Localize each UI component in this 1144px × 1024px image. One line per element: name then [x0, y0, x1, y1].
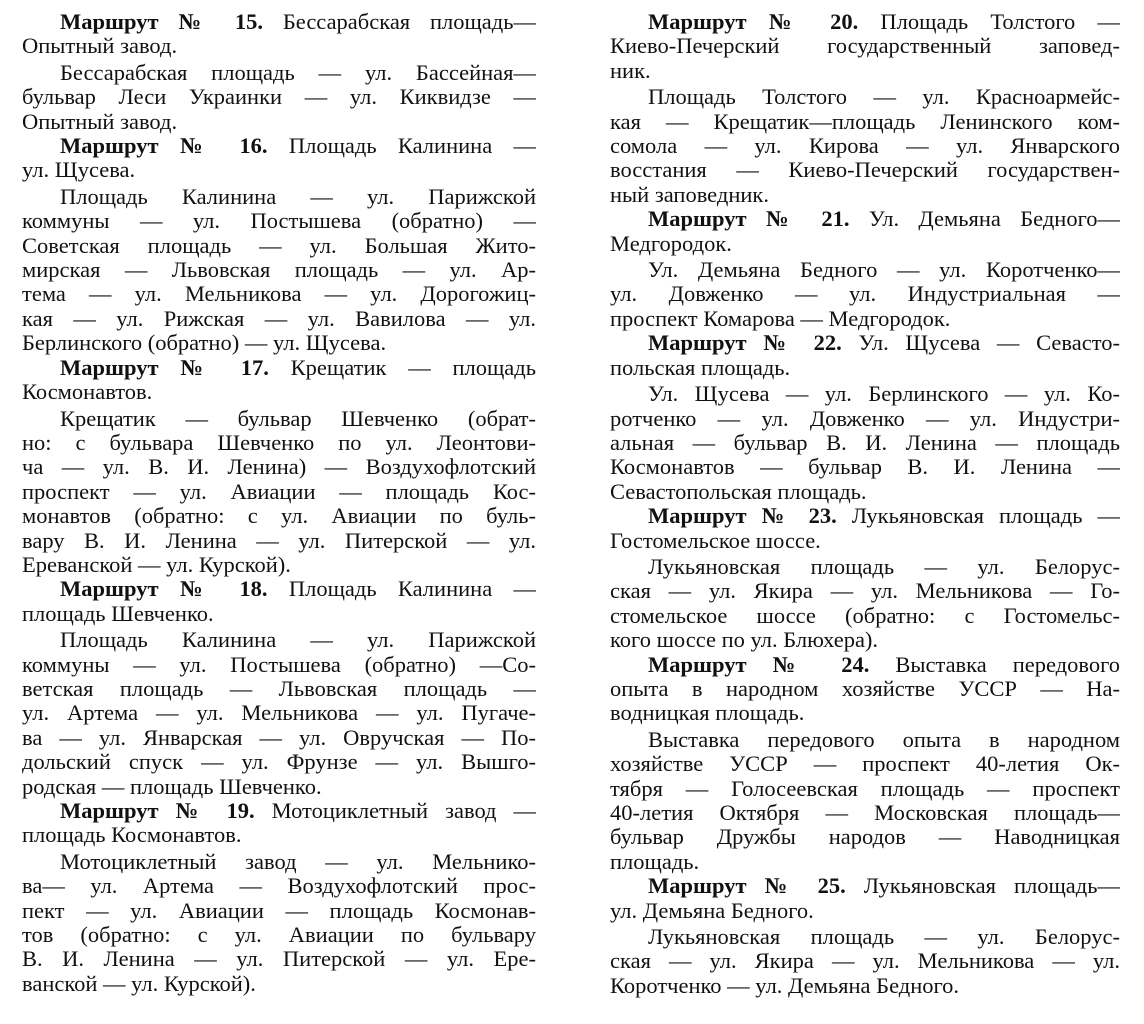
route-entry [610, 874, 1120, 998]
route-path-line: ветская площадь — Львовская площадь — [22, 676, 536, 701]
route-path-line: сомола — ул. Кирова — ул. Январского [610, 134, 1120, 159]
route-heading [22, 577, 536, 601]
route-heading-text: Площадь Калинина — [267, 134, 536, 159]
route-path-line: кая — ул. Рижская — ул. Вавилова — ул. [22, 306, 536, 331]
route-heading [22, 10, 536, 34]
route-path-line: ская — ул. Якира — ул. Мельникова — ул. [610, 949, 1120, 974]
route-heading-text: ник. [610, 58, 651, 83]
route-heading-line [22, 380, 536, 404]
route-heading-text: ул. Демьяна Бедного. [610, 898, 814, 923]
route-path-line: ва— ул. Артема — Воздухофлотский прос- [22, 874, 536, 899]
route-path-line: проспект — ул. Авиации — площадь Кос- [22, 479, 536, 504]
route-path-line: Севастопольская площадь. [610, 479, 867, 504]
route-path-line: площадь. [610, 849, 700, 874]
route-entry [22, 10, 536, 134]
route-path-line: ванской — ул. Курской). [22, 971, 256, 996]
route-heading-text: Гостомельское шоссе. [610, 528, 821, 553]
right-column [610, 10, 1120, 998]
route-path-line: монавтов (обратно: с ул. Авиации по буль- [22, 504, 536, 529]
route-path-line: Опытный завод. [22, 109, 178, 134]
route-path-line: ча — ул. В. И. Ленина) — Воздухофлотский [22, 455, 536, 480]
route-entry [22, 799, 536, 996]
route-number: Маршрут № 21. [648, 207, 850, 232]
route-path-line: родская — площадь Шевченко. [22, 774, 322, 799]
route-path-line: тов (обратно: с ул. Авиации по бульвару [22, 923, 536, 948]
route-path-line: Берлинского (обратно) — ул. Щусева. [22, 331, 387, 356]
route-heading-line [22, 34, 536, 58]
route-heading-text: Опытный завод. [22, 34, 178, 59]
route-path-line: Советская площадь — ул. Большая Жито- [22, 233, 536, 258]
route-path-line: В. И. Ленина — ул. Питерской — ул. Ере- [22, 947, 536, 972]
route-heading-text: Ул. Демьяна Бедного— [849, 207, 1120, 232]
route-path-line: но: с бульвара Шевченко по ул. Леонтови- [22, 430, 536, 455]
route-path-line: Ереванской — ул. Курской). [22, 552, 291, 577]
route-number: Маршрут № 25. [648, 874, 846, 899]
route-path-line: ротченко — ул. Довженко — ул. Индустри- [610, 406, 1120, 431]
route-entry [610, 10, 1120, 207]
route-heading-text: Медгородок. [610, 231, 732, 256]
route-path-line: мирская — Львовская площадь — ул. Ар- [22, 258, 536, 283]
route-heading-text: ул. Щусева. [22, 158, 136, 183]
route-heading-text: Выставка передового [869, 652, 1120, 677]
route-heading-text: Ул. Щусева — Севасто- [841, 331, 1120, 356]
route-path-line: хозяйстве УССР — проспект 40-летия Ок- [610, 752, 1120, 777]
route-path-line: 40-летия Октября — Московская площадь— [610, 801, 1120, 825]
route-heading-line [22, 602, 536, 626]
route-path-line: Коротченко — ул. Демьяна Бедного. [610, 973, 960, 998]
route-number: Маршрут № 19. [60, 799, 255, 823]
route-heading-line [610, 34, 1120, 58]
route-number: Маршрут № 18. [60, 577, 268, 602]
route-heading-line [610, 701, 1120, 725]
route-entry [610, 207, 1120, 331]
route-entry [610, 653, 1120, 875]
route-path-line: бульвар Дружбы народов — Наводницкая [610, 825, 1120, 850]
route-path-line: коммуны — ул. Постышева (обратно) — [22, 209, 536, 234]
route-heading-text: Площадь Толстого — [858, 10, 1120, 34]
route-path-line: Выставка передового опыта в народном [648, 727, 1120, 752]
route-path-line: Мотоциклетный завод — ул. Мельнико- [60, 849, 536, 874]
route-entry [22, 577, 536, 799]
route-entry [610, 331, 1120, 504]
route-entry [610, 504, 1120, 652]
route-path-line: восстания — Киево-Печерский государствен- [610, 158, 1120, 183]
route-heading-text: Киево-Печерский государственный заповед- [610, 34, 1120, 59]
route-path-line: Лукьяновская площадь — ул. Белорус- [648, 925, 1120, 950]
route-number: Маршрут № 17. [60, 355, 269, 380]
route-path-line: Бессарабская площадь — ул. Бассейная— [60, 60, 536, 85]
route-path-line: ул. Артема — ул. Мельникова — ул. Пугаче- [22, 701, 536, 726]
route-heading-text: Мотоциклетный завод — [254, 799, 536, 823]
route-path-line: вару В. И. Ленина — ул. Питерской — ул. [22, 528, 536, 553]
route-heading-text: площадь Космонавтов. [22, 823, 242, 848]
route-path-line: кая — Крещатик—площадь Ленинского ком- [610, 109, 1120, 134]
route-heading-text: Космонавтов. [22, 380, 153, 405]
route-path-line: ская — ул. Якира — ул. Мельникова — Го- [610, 579, 1120, 604]
route-heading [22, 799, 536, 823]
route-heading-line [610, 529, 1120, 553]
route-number: Маршрут № 16. [60, 134, 268, 159]
route-path-line: ный заповедник. [610, 182, 769, 207]
route-heading [610, 504, 1120, 528]
route-heading-line [22, 823, 536, 847]
route-path-line: кого шоссе по ул. Блюхера). [610, 628, 879, 653]
route-heading [22, 356, 536, 380]
route-path-line: тября — Голосеевская площадь — проспект [610, 776, 1120, 801]
route-entry [22, 356, 536, 578]
route-path-line: Крещатик — бульвар Шевченко (обрат- [60, 406, 536, 431]
route-number: Маршрут № 22. [648, 331, 842, 356]
route-path-line: проспект Комарова — Медгородок. [610, 306, 951, 331]
route-heading [610, 207, 1120, 231]
route-heading [610, 10, 1120, 34]
route-heading-line [610, 899, 1120, 923]
route-heading-line [610, 356, 1120, 380]
route-entry [22, 134, 536, 356]
route-heading-line [610, 59, 1120, 83]
route-heading-line [610, 232, 1120, 256]
route-heading-text: Лукьяновская площадь— [845, 874, 1120, 899]
route-heading-text: площадь Шевченко. [22, 601, 214, 626]
route-path-line: Площадь Калинина — ул. Парижской [60, 184, 536, 209]
route-heading [610, 331, 1120, 355]
route-path-line: дольский спуск — ул. Фрунзе — ул. Вышго- [22, 750, 536, 775]
route-heading [610, 653, 1120, 677]
route-number: Маршрут № 24. [648, 652, 870, 677]
left-column [22, 10, 536, 996]
route-heading-text: водницкая площадь. [610, 701, 805, 726]
route-heading [610, 874, 1120, 898]
route-number: Маршрут № 20. [648, 10, 859, 34]
route-path-line: бульвар Леси Украинки — ул. Киквидзе — [22, 85, 536, 110]
route-path-line: Лукьяновская площадь — ул. Белорус- [648, 554, 1120, 579]
route-path-line: коммуны — ул. Постышева (обратно) —Со- [22, 652, 536, 677]
route-heading-line [610, 677, 1120, 701]
route-heading-text: Площадь Калинина — [267, 577, 536, 602]
route-path-line: Ул. Демьяна Бедного — ул. Коротченко— [648, 258, 1120, 283]
route-path-line: Ул. Щусева — ул. Берлинского — ул. Ко- [648, 382, 1120, 407]
route-heading-line [22, 158, 536, 182]
route-number: Маршрут № 15. [60, 10, 264, 34]
route-heading-text: польская площадь. [610, 355, 791, 380]
route-heading-text: Бессарабская площадь— [263, 10, 536, 34]
route-path-line: Космонавтов — бульвар В. И. Ленина — [610, 455, 1120, 480]
route-path-line: стомельское шоссе (обратно: с Гостомельс- [610, 603, 1120, 628]
route-path-line: пект — ул. Авиации — площадь Космонав- [22, 898, 536, 923]
route-path-line: Площадь Калинина — ул. Парижской [60, 628, 536, 653]
route-heading-text: опыта в народном хозяйстве УССР — На- [610, 676, 1120, 701]
route-path-line: тема — ул. Мельникова — ул. Дорогожиц- [22, 282, 536, 307]
route-path-line: альная — бульвар В. И. Ленина — площадь [610, 430, 1120, 455]
route-heading-text: Лукьяновская площадь — [836, 504, 1120, 529]
route-number: Маршрут № 23. [648, 504, 837, 529]
route-heading-text: Крещатик — площадь [268, 355, 536, 380]
route-heading [22, 134, 536, 158]
route-path-line: ул. Довженко — ул. Индустриальная — [610, 282, 1120, 307]
route-path-line: Площадь Толстого — ул. Красноармейс- [648, 85, 1120, 110]
route-path-line: ва — ул. Январская — ул. Овручская — По- [22, 725, 536, 750]
